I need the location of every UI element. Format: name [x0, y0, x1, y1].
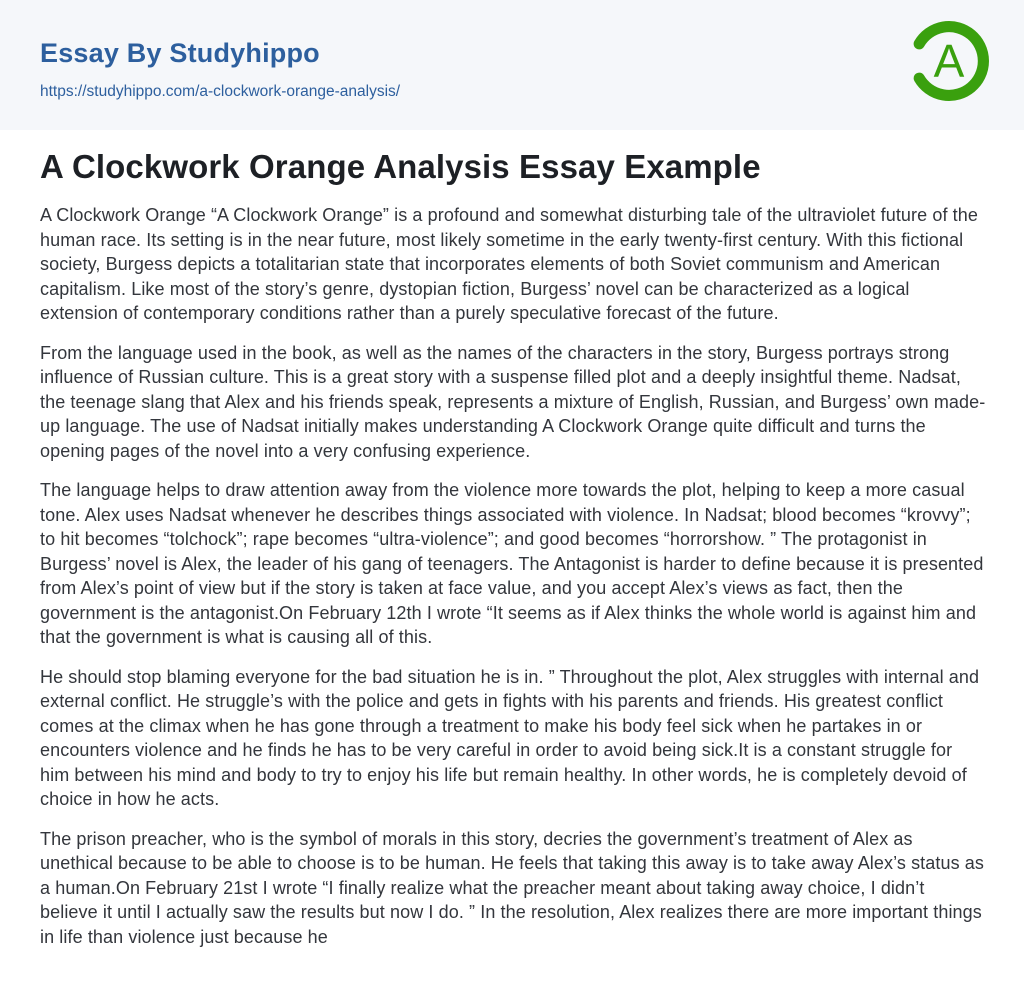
brand-title: Essay By Studyhippo [40, 38, 320, 68]
page-header [0, 0, 1024, 130]
article-url-link[interactable]: https://studyhippo.com/a-clockwork-orange-analysis/ [40, 83, 401, 100]
header-text-block [40, 38, 400, 101]
essay-paragraph: The prison preacher, who is the symbol of morals in this story, decries the government’s treatment of Alex as unethical because to be able to choose is to be human. He feels that taking this away is to take away Alex’s status as a human.On February 21st I wrote “I finally realize what the preacher meant about taking away choice, I didn’t believe it until I actually saw the results but now I do. ” In the resolution, Alex realizes there are more important things in life than violence just because he [40, 828, 985, 947]
essay-paragraph: A Clockwork Orange “A Clockwork Orange” is a profound and somewhat disturbing tale of the ultraviolet future of the human race. Its setting is in the near future, most likely sometime in the early twenty-first century. With this fictional society, Burgess depicts a totalitarian state that incorporates elements of both Soviet communism and American capitalism. Like most of the story’s genre, dystopian fiction, Burgess’ novel can be characterized as a logical extension of contemporary conditions rather than a purely speculative forecast of the future. [40, 205, 978, 323]
studyhippo-logo[interactable] [906, 18, 992, 104]
essay-body [40, 203, 986, 949]
essay-paragraph: From the language used in the book, as well as the names of the characters in the story, Burgess portrays strong influence of Russian culture. This is a great story with a suspense filled plot and a deeply insightful theme. Nadsat, the teenage slang that Alex and his friends speak, represents a mixture of English, Russian, and Burgess’ own made-up language. The use of Nadsat initially makes understanding A Clockwork Orange quite difficult and turns the opening pages of the novel into a very confusing experience. [40, 342, 986, 461]
article-title: A Clockwork Orange Analysis Essay Example [40, 148, 761, 185]
logo-letter: A [933, 35, 965, 87]
essay-paragraph: He should stop blaming everyone for the bad situation he is in. ” Throughout the plot, Alex struggles with internal and external conflict. He struggle’s with the police and gets in fights with his parents and friends. His greatest conflict comes at the climax when he has gone through a treatment to make his body feel sick when he partakes in or encounters violence and he finds he has to be very careful in order to avoid being sick.It is a constant struggle for him between his mind and body to try to enjoy his life but remain healthy. In other words, he is completely devoid of choice in how he acts. [40, 666, 980, 809]
article-container [0, 130, 1024, 949]
essay-paragraph: The language helps to draw attention away from the violence more towards the plot, helping to keep a more casual tone. Alex uses Nadsat whenever he describes things associated with violence. In Nadsat; blood becomes “krovvy”; to hit becomes “tolchock”; rape becomes “ultra-violence”; and good becomes “horrorshow. ” The protagonist in Burgess’ novel is Alex, the leader of his gang of teenagers. The Antagonist is harder to define because it is presented from Alex’s point of view but if the story is taken at face value, and you accept Alex’s views as fact, then the government is the antagonist.On February 12th I wrote “It seems as if Alex thinks the whole world is against him and that the government is what is causing all of this. [40, 480, 984, 647]
